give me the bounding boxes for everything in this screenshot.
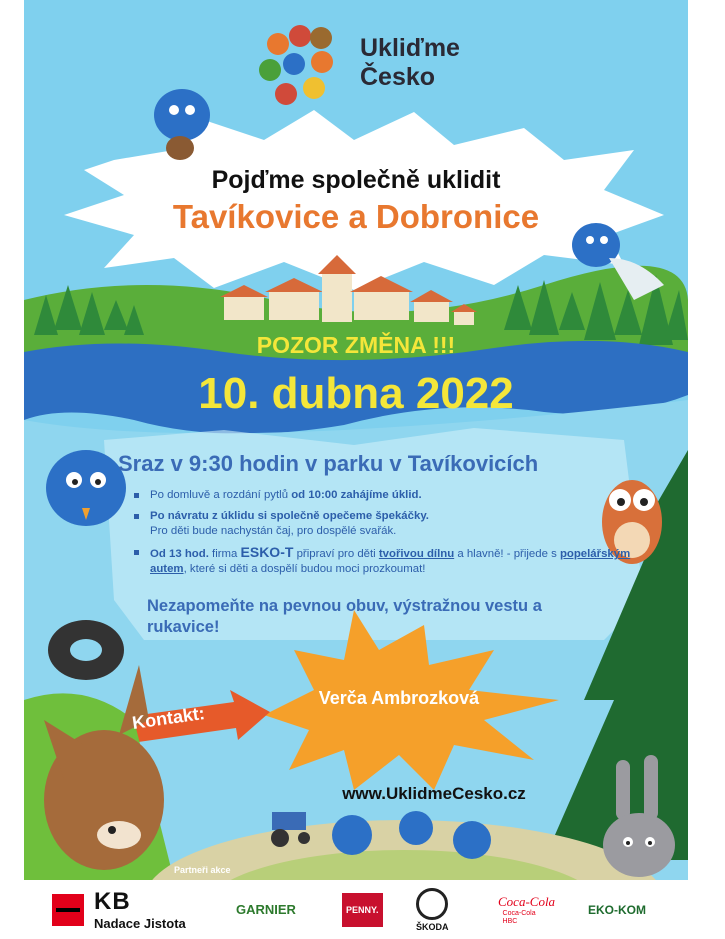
kb-title: KB xyxy=(94,888,131,915)
partners-label: Partneři akce xyxy=(174,865,231,875)
sponsor-coca-cola xyxy=(498,880,555,939)
list-item: Po domluvě a rozdání pytlů od 10:00 zahájíme úklid. xyxy=(132,488,632,503)
brand-line1: Ukliďme xyxy=(360,34,460,62)
garnier-logo: GARNIER xyxy=(236,902,296,917)
coca-cola-logo: Coca-Cola xyxy=(498,893,556,909)
headline: Pojďme společně uklidit xyxy=(211,166,501,194)
change-notice: POZOR ZMĚNA !!! xyxy=(256,332,456,358)
sponsor-skoda xyxy=(416,880,449,939)
skoda-label: ŠKODA xyxy=(416,921,449,932)
kb-logo-icon xyxy=(52,894,84,926)
list-item: Od 13 hod. firma ESKO-T připraví pro děti tvořivou dílnu a hlavně! - přijede s popelářským autem, které si děti a dospělí budou moci prozkoumat! xyxy=(132,545,632,577)
ekokom-logo: EKO-KOM xyxy=(588,902,646,917)
coca-cola-hbc: Coca-Cola HBC xyxy=(502,909,536,925)
bird-left xyxy=(46,450,126,526)
kb-subtitle: Nadace Jistota xyxy=(94,916,186,931)
list-item: Po návratu z úklidu si společně opečeme špekáčky. Pro děti bude nachystán čaj, pro dospělé svařák. xyxy=(132,509,632,539)
contact-label: Kontakt: xyxy=(130,703,206,733)
program-list xyxy=(132,488,632,583)
bullet-icon xyxy=(134,550,139,555)
town-name: Tavíkovice a Dobronice xyxy=(172,198,540,235)
sponsor-ekokom xyxy=(588,880,646,939)
bullet-icon xyxy=(134,514,139,519)
penny-logo: PENNY. xyxy=(342,893,383,927)
tyre xyxy=(48,620,124,680)
bullet-icon xyxy=(134,493,139,498)
brand-name xyxy=(360,34,460,92)
sponsor-garnier xyxy=(236,880,296,939)
website-link[interactable]: www.UklidmeCesko.cz xyxy=(342,784,526,803)
event-date: 10. dubna 2022 xyxy=(198,369,514,418)
contact-person: Verča Ambrozková xyxy=(318,688,480,708)
brand-line2: Česko xyxy=(360,63,436,91)
meeting-info: Sraz v 9:30 hodin v parku v Tavíkovicích xyxy=(118,451,539,476)
skoda-logo-icon xyxy=(416,888,448,920)
sponsor-kb xyxy=(52,880,186,939)
event-poster xyxy=(24,0,688,880)
poster-illustration xyxy=(24,0,688,880)
sponsor-penny xyxy=(342,880,383,939)
equipment-reminder: Nezapomeňte na pevnou obuv, výstražnou vestu a rukavice! xyxy=(147,597,542,636)
